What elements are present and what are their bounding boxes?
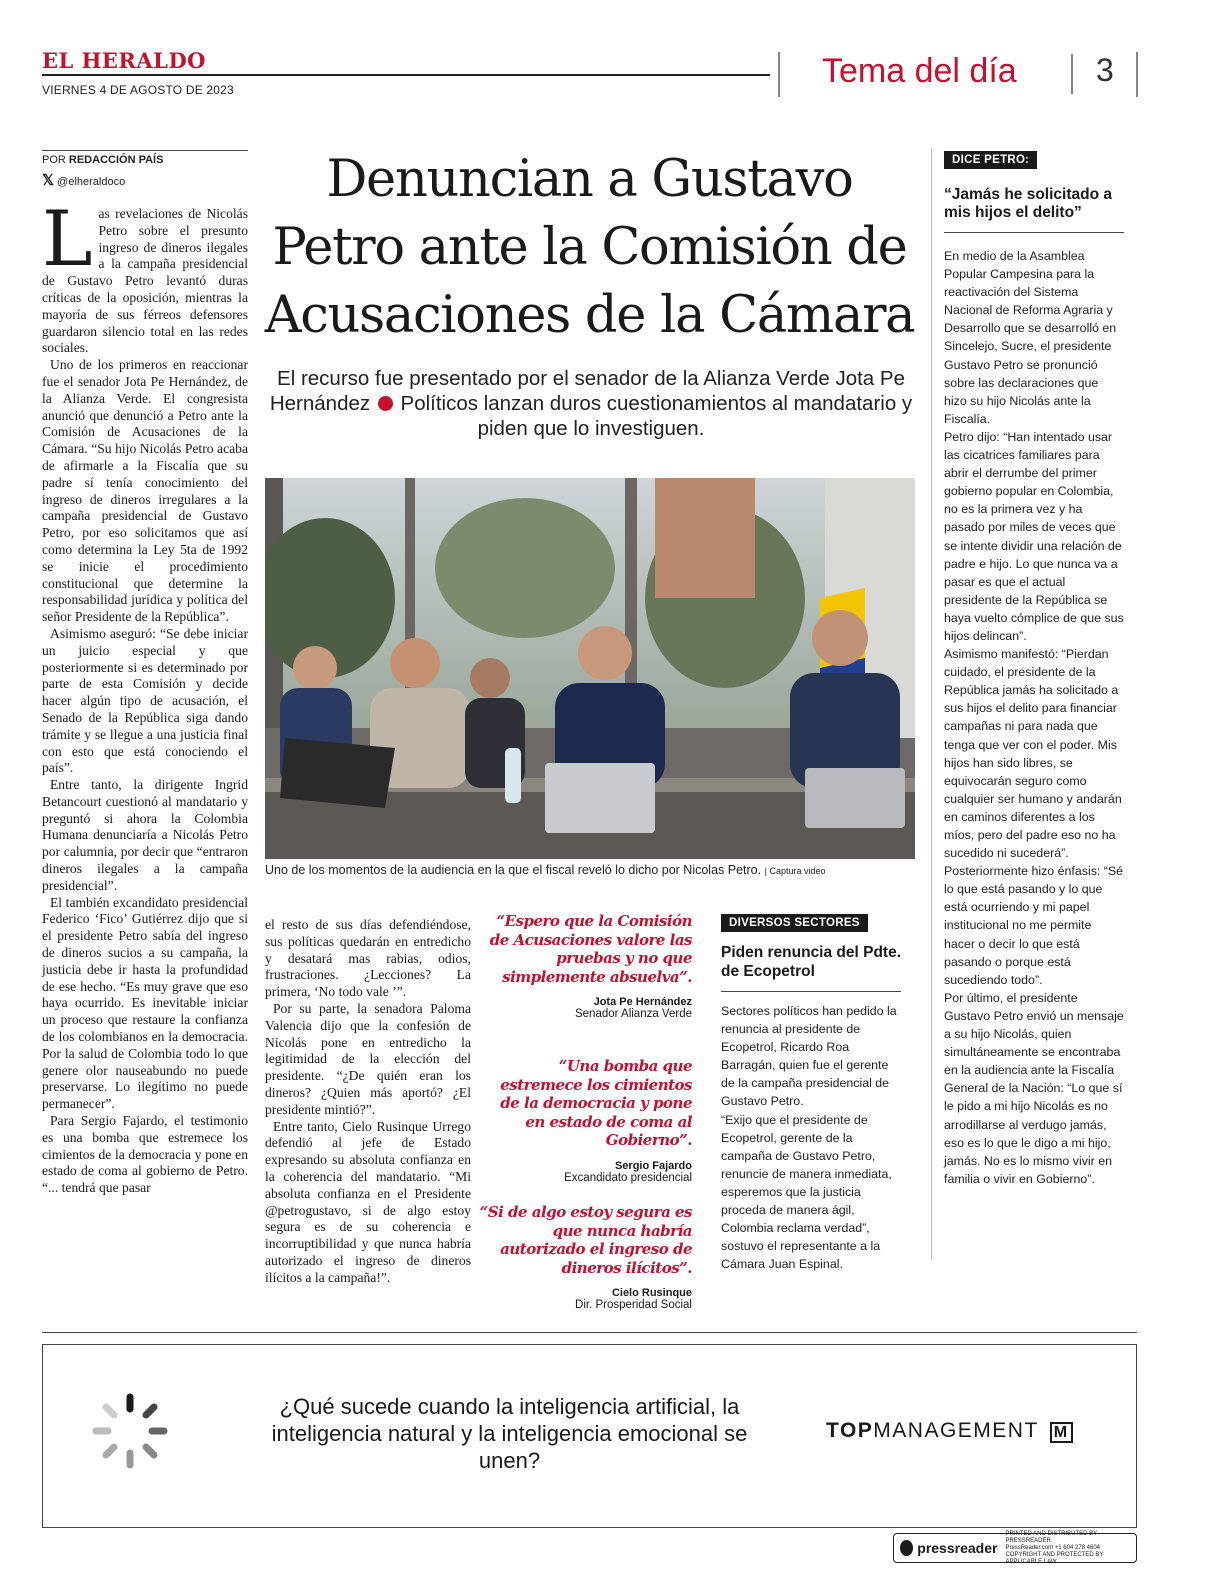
article-paragraph: Asimismo aseguró: “Se debe iniciar un juicio especial y que posteriormente si es determinado por parte de esta Comisión y decide hacer algún tipo de acusación, el Senado de la República siga dando trámite y se llegue a una justicia final con esto que está conociendo el país”. bbox=[42, 625, 248, 776]
quote-author: Sergio Fajardo bbox=[614, 1159, 692, 1172]
sidebar-diversos-sectores bbox=[721, 913, 901, 1273]
paragraph-text: as revelaciones de Nicolás Petro sobre el presunto ingreso de dineros ilegales a la campaña presidencial de Gustavo Petro levantó duras críticas de la oposición, mientras la mayoría de sus férreos defensores guardaron silencio total en las redes sociales. bbox=[42, 206, 248, 356]
article-paragraph bbox=[42, 194, 248, 357]
pull-quote bbox=[477, 1057, 692, 1184]
pull-quote bbox=[477, 1203, 692, 1311]
quote-text: “Una bomba que estremece los cimientos de la democracia y pone en estado de coma al Gobierno”. bbox=[500, 1057, 692, 1149]
masthead-divider bbox=[1071, 54, 1073, 94]
quote-author: Cielo Rusinque bbox=[611, 1287, 692, 1299]
ad-brand-logo bbox=[826, 1419, 1073, 1443]
article-paragraph: Por su parte, la senadora Paloma Valencia dijo que la confesión de Nicolás pone en entredicho la legitimidad de la elección del presidente. “¿De quién eran los dineros? ¿Quien más aportó? ¿El presidente mintió?”. bbox=[265, 1000, 471, 1117]
sidebar-paragraph: Posteriormente hizo énfasis: “Sé lo que está pasando y lo que está ocurriendo y mi papel institucional no me permite hacer o decir lo que está pasando o porque está sucediendo todo”. bbox=[944, 864, 1124, 987]
article-paragraph: el resto de sus días defendiéndose, sus políticas quedarán en entredicho y desatará mas rabias, odios, frustraciones. ¿Lecciones? La primera, ‘No todo vale ’”. bbox=[265, 917, 471, 1000]
social-handle[interactable] bbox=[42, 171, 125, 189]
newspaper-logo: EL HERALDO bbox=[42, 48, 206, 73]
article-column-1 bbox=[42, 194, 248, 1197]
brand-rest: MANAGEMENT bbox=[873, 1419, 1039, 1442]
masthead-divider bbox=[1136, 52, 1138, 97]
pressreader-fineprint bbox=[1005, 1531, 1130, 1566]
article-column-2 bbox=[265, 917, 471, 1287]
page-number: 3 bbox=[1096, 52, 1114, 88]
quote-author: Jota Pe Hernández bbox=[593, 996, 692, 1008]
deck-part-2: Políticos lanzan duros cuestionamientos al mandatario y piden que lo investiguen. bbox=[400, 392, 913, 440]
sidebar-body bbox=[721, 1002, 901, 1273]
sidebar-title: Piden renuncia del Pdte. de Ecopetrol bbox=[721, 943, 901, 992]
article-paragraph: El también excandidato presidencial Federico ‘Fico’ Gutiérrez dijo que si el presidente Petro sabía del ingreso de dineros sucios a su campaña, la justicia debe ir hasta la profundidad de ese hecho. “Es muy grave que eso haya ocurrido. Es inevitable iniciar un proceso que restaure la confianza de los colombianos en la democracia. Por la salud de Colombia todo lo que genere olor nauseabundo no puede preservarse. Lo ilegítimo no puede permanecer”. bbox=[42, 894, 248, 1112]
spinner-icon bbox=[90, 1391, 170, 1471]
masthead-divider bbox=[778, 52, 780, 97]
quote-role: Excandidato presidencial bbox=[564, 1171, 692, 1184]
sidebar-body bbox=[944, 247, 1124, 1188]
photo-caption bbox=[265, 863, 915, 877]
drop-cap: L bbox=[42, 194, 93, 283]
byline-author: REDACCIÓN PAÍS bbox=[68, 154, 164, 166]
subheadline bbox=[268, 366, 914, 441]
issue-date: VIERNES 4 DE AGOSTO DE 2023 bbox=[42, 83, 234, 97]
quote-role: Dir. Prosperidad Social bbox=[575, 1299, 692, 1311]
red-bullet-icon bbox=[378, 396, 393, 411]
section-tag: DIVERSOS SECTORES bbox=[721, 914, 868, 932]
quote-text: “Si de algo estoy segura es que nunca habría autorizado el ingreso de dineros ilícitos”. bbox=[479, 1203, 692, 1277]
photo-credit: | Captura video bbox=[764, 866, 826, 876]
masthead-rule bbox=[42, 74, 770, 76]
section-name: Tema del día bbox=[822, 52, 1017, 90]
quote-role: Senador Alianza Verde bbox=[574, 1008, 692, 1020]
headline: Denuncian a Gustavo Petro ante la Comisión de Acusaciones de la Cámara bbox=[264, 150, 915, 345]
pressreader-badge[interactable] bbox=[893, 1530, 1137, 1565]
ad-headline: ¿Qué sucede cuando la inteligencia artificial, la inteligencia natural y la inteligencia emocional se unen? bbox=[271, 1394, 748, 1473]
handle-text: @elheraldoco bbox=[57, 176, 126, 188]
sidebar-paragraph: En medio de la Asamblea Popular Campesina para la reactivación del Sistema Nacional de Reforma Agraria y Desarrollo que se desarrolló en Sincelejo, Sucre, el presidente Gustavo Petro se pronunció sobre las declaraciones que hizo su hijo Nicolás ante la Fiscalía. bbox=[944, 249, 1117, 426]
byline-rule bbox=[42, 150, 248, 151]
hearing-photo-illustration bbox=[265, 478, 915, 859]
pressreader-logo-icon bbox=[900, 1540, 913, 1556]
caption-text: Uno de los momentos de la audiencia en la que el fiscal reveló lo dicho por Nicolas Petro. bbox=[265, 863, 762, 877]
article-paragraph: Para Sergio Fajardo, el testimonio es una bomba que estremece los cimientos de la democracia y pone en estado de coma al gobierno de Petro. “... tendrá que pasar bbox=[42, 1113, 248, 1196]
pressreader-logo-text: pressreader bbox=[917, 1540, 998, 1556]
sidebar-paragraph: Petro dijo: “Han intentado usar las cicatrices familiares para abrir el derrumbe del primer gobierno popular en Colombia, no es la primera vez y ha pasado por miles de veces que se intente dividir una relación de padre e hijo. Lo que nunca va a pasar es que el actual presidente de la República se haya vuelto cómplice de que sus hijos delincan”. bbox=[944, 429, 1124, 643]
article-paragraph: Entre tanto, Cielo Rusinque Urrego defendió al jefe de Estado expresando su absoluta confianza en la coherencia del mandatario. “Mi absoluta confianza en el Presidente @petrogustavo, si de algo estoy segura es de su coherencia e incorruptibilidad y que nunca habría autorizado el ingreso de dineros ilícitos a la campaña!”. bbox=[265, 1118, 471, 1285]
article-paragraph: Uno de los primeros en reaccionar fue el senador Jota Pe Hernández, de la Alianza Verde. El congresista anunció que denunció a Petro ante la Comisión de Acusaciones de la Cámara. “Su hijo Nicolás Petro acaba de afirmarle a la Fiscalía que su padre sí tenía conocimiento del ingreso de dineros irregulares a la campaña presidencial de Gustavo Petro, por eso solicitamos que así como determina la Ley 5ta de 1992 se inicie el procedimiento constitucional que determine la responsabilidad jurídica y política del señor Presidente de la República”. bbox=[42, 357, 248, 625]
sidebar-paragraph: “Exijo que el presidente de Ecopetrol, gerente de la campaña de Gustavo Petro, renuncie de manera inmediata, esperemos que la justicia proceda de manera ágil, Colombia reclama verdad”, sostuvo el representante a la Cámara Juan Espinal. bbox=[721, 1112, 892, 1272]
brand-bold: TOP bbox=[826, 1419, 874, 1442]
byline-prefix: POR bbox=[42, 154, 69, 166]
fineprint-line: COPYRIGHT AND PROTECTED BY APPLICABLE LAW bbox=[1005, 1551, 1104, 1565]
fineprint-line: PRINTED AND DISTRIBUTED BY PRESSREADER bbox=[1005, 1530, 1098, 1544]
brand-mark-icon: M bbox=[1050, 1422, 1073, 1443]
sidebar-paragraph: Asimismo manifestó: “Pierdan cuidado, el presidente de la República jamás ha solicitado a sus hijos el delito para financiar campañas ni para nada que tenga que ver con el poder. Mis hijos han sido libres, se equivocarán seguro como cualquier ser humano y andarán en caminos diferentes a los míos, pero del padre eso no ha sucedido ni sucederá”. bbox=[944, 647, 1122, 861]
quote-text: “Espero que la Comisión de Acusaciones valore las pruebas y no que simplemente absuelva”. bbox=[489, 912, 692, 986]
column-divider bbox=[931, 148, 932, 1260]
article-paragraph: Entre tanto, la dirigente Ingrid Betancourt cuestionó al mandatario y preguntó si ahora la Colombia Humana denunciaría a Nicolás Petro por calumnia, por decir que “entraron dineros ilegales a la campaña presidencial”. bbox=[42, 777, 248, 893]
article-photo bbox=[265, 478, 915, 859]
sidebar-paragraph: Sectores políticos han pedido la renuncia al presidente de Ecopetrol, Ricardo Roa Barragán, quien fue el gerente de la campaña presidencial de Gustavo Petro. bbox=[721, 1004, 897, 1109]
x-logo-icon: 𝕏 bbox=[42, 172, 55, 189]
fineprint-line: PressReader.com +1 604 278 4604 bbox=[1005, 1544, 1101, 1551]
pull-quote bbox=[477, 912, 692, 1020]
section-tag: DICE PETRO: bbox=[944, 151, 1037, 169]
ad-separator bbox=[42, 1332, 1137, 1333]
sidebar-dice-petro bbox=[944, 150, 1124, 1188]
sidebar-paragraph: Por último, el presidente Gustavo Petro envió un mensaje a su hijo Nicolás, quien simultáneamente se encontraba en la audiencia ante la Fiscalía General de la Nación: “Lo que sí le pido a mi hijo Nicolás es no arrodillarse al verdugo jamás, eso es lo que le digo a mi hijo, jamás. No es lo mismo vivir en familia o vivir en Gobierno”. bbox=[944, 990, 1124, 1186]
deck-part-1: El recurso fue presentado por el senador de la Alianza Verde Jota Pe Hernández bbox=[269, 367, 905, 415]
sidebar-title: “Jamás he solicitado a mis hijos el delito” bbox=[944, 186, 1124, 233]
byline bbox=[42, 154, 163, 166]
